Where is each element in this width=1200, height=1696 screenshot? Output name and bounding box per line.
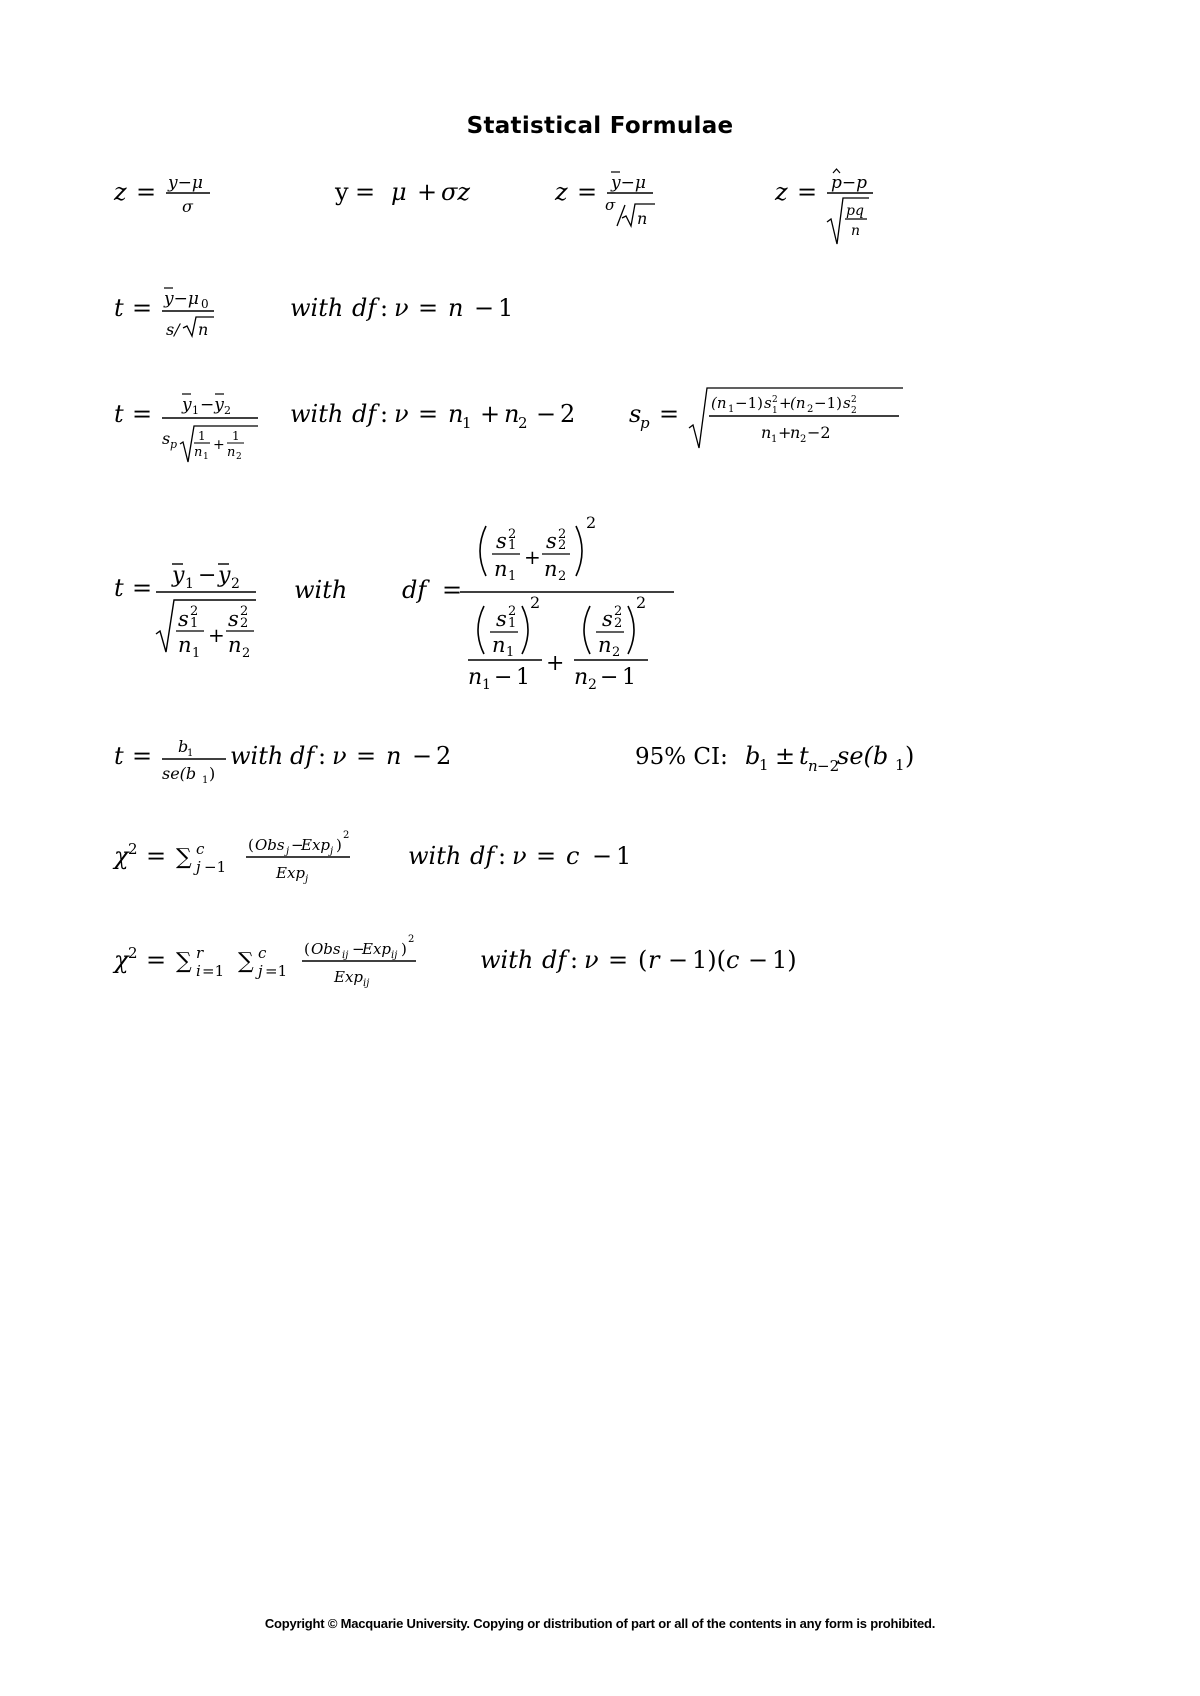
svg-text:2: 2 (851, 406, 857, 416)
svg-text:2: 2 (508, 527, 517, 542)
svg-text:n: n (448, 294, 464, 322)
svg-text:with: with (294, 576, 348, 604)
svg-text:−: − (748, 946, 769, 974)
svg-text:y−μ: y−μ (164, 289, 199, 309)
svg-text:z: z (555, 178, 568, 206)
svg-text:(: ( (304, 940, 310, 958)
svg-text:2: 2 (408, 934, 415, 945)
svg-text:2: 2 (240, 616, 249, 631)
svg-text:y: y (335, 178, 349, 206)
svg-text:2: 2 (242, 646, 251, 661)
svg-text:1: 1 (508, 569, 517, 584)
pooled-t-formula (112, 386, 612, 466)
svg-text:−: − (198, 563, 217, 588)
svg-text:1: 1 (498, 294, 514, 322)
svg-text:1: 1 (516, 665, 530, 690)
svg-text::: : (570, 946, 579, 974)
svg-text:se(b: se(b (837, 742, 889, 770)
svg-text:1: 1 (728, 404, 735, 415)
svg-text:−1): −1) (814, 394, 842, 412)
svg-text:s: s (629, 400, 642, 428)
svg-text:ν: ν (584, 946, 599, 974)
svg-text:−: − (668, 946, 689, 974)
svg-text:s: s (162, 429, 171, 448)
svg-text:σz: σz (441, 178, 471, 206)
svg-text:1: 1 (187, 748, 194, 759)
svg-text:n: n (544, 557, 558, 581)
svg-text:=: = (132, 400, 153, 428)
svg-text:−y: −y (200, 395, 224, 415)
y-from-z-formula (333, 160, 493, 220)
svg-text:n: n (228, 633, 242, 657)
svg-text:n: n (504, 400, 520, 428)
svg-text:2: 2 (636, 593, 647, 612)
svg-text:Exp: Exp (362, 940, 392, 958)
svg-text:1: 1 (482, 677, 491, 693)
chi-square-goodness-of-fit-formula (112, 824, 672, 894)
svg-text:b: b (178, 737, 189, 756)
svg-text:1: 1 (202, 775, 209, 786)
svg-text:2: 2 (224, 404, 231, 417)
svg-text:): ) (336, 836, 342, 854)
svg-text:+: + (524, 545, 541, 569)
svg-text:χ: χ (114, 946, 129, 974)
svg-text:df: df (352, 294, 377, 322)
svg-text:1: 1 (508, 616, 517, 631)
regression-slope-t-formula (112, 732, 472, 792)
svg-text:95% CI:: 95% CI: (635, 744, 728, 770)
svg-text:ij: ij (391, 950, 398, 961)
svg-text:2: 2 (231, 576, 240, 592)
svg-text:=: = (132, 294, 153, 322)
svg-text:2: 2 (772, 395, 778, 405)
svg-text:2: 2 (851, 395, 857, 405)
svg-text:s: s (764, 394, 772, 412)
svg-text:2: 2 (612, 645, 621, 660)
svg-text:σ: σ (605, 196, 616, 214)
svg-text::: : (380, 294, 389, 322)
svg-text:ν: ν (332, 742, 347, 770)
svg-text:j: j (286, 846, 290, 857)
svg-text:y−μ: y−μ (611, 173, 646, 193)
svg-text:with: with (480, 946, 534, 974)
svg-text:+: + (779, 394, 792, 412)
svg-text:(: ( (638, 946, 648, 974)
svg-text:ν: ν (512, 842, 527, 870)
svg-text:2: 2 (128, 840, 138, 858)
copyright-notice: Copyright © Macquarie University. Copying or distribution of part or all of the contents in any form is prohibited. (264, 1616, 936, 1631)
svg-text:2: 2 (508, 604, 517, 619)
svg-text:Exp: Exp (276, 864, 306, 882)
svg-text:=: = (608, 946, 629, 974)
svg-text:n: n (468, 665, 483, 690)
svg-text:2: 2 (800, 434, 807, 445)
svg-text:+: + (546, 651, 565, 676)
svg-text:r: r (196, 944, 204, 962)
svg-text:(n: (n (711, 394, 727, 412)
svg-text:1: 1 (185, 576, 194, 592)
svg-text:z: z (775, 178, 788, 206)
svg-text:pq: pq (846, 203, 864, 219)
svg-text:s: s (843, 394, 851, 412)
svg-text:Exp: Exp (334, 968, 364, 986)
svg-text:z: z (114, 178, 127, 206)
svg-text:): ) (905, 742, 915, 770)
svg-text:=: = (136, 178, 157, 206)
svg-text:): ) (401, 940, 407, 958)
svg-text:+: + (778, 423, 792, 442)
svg-text:−: − (291, 836, 304, 854)
svg-text:n: n (851, 223, 861, 239)
svg-text:+: + (480, 400, 501, 428)
svg-text:n: n (448, 400, 464, 428)
welch-t-formula (112, 514, 692, 704)
svg-text:1: 1 (462, 414, 472, 432)
svg-text:with: with (230, 742, 284, 770)
svg-text:−2: −2 (807, 423, 831, 442)
svg-text:n: n (574, 665, 589, 690)
svg-text:=: = (146, 946, 167, 974)
svg-text:n: n (790, 423, 801, 442)
one-sample-t-formula (112, 280, 532, 350)
page-title: Statistical Formulae (466, 113, 734, 139)
svg-text:y: y (182, 395, 192, 415)
svg-text:y: y (218, 563, 231, 588)
svg-text:2: 2 (518, 414, 528, 432)
svg-text:s: s (496, 607, 507, 631)
svg-text:n: n (194, 445, 203, 460)
svg-text:2: 2 (128, 944, 138, 962)
svg-text:j: j (305, 874, 309, 885)
svg-text:n: n (492, 633, 506, 657)
svg-text:1)(: 1)( (692, 946, 726, 974)
svg-text:1: 1 (198, 429, 206, 443)
svg-text:μ: μ (391, 178, 407, 206)
svg-text:2: 2 (436, 742, 452, 770)
svg-text:−2: −2 (817, 757, 840, 775)
svg-text:2: 2 (530, 593, 541, 612)
svg-text:∑: ∑ (176, 845, 192, 870)
svg-text:1: 1 (616, 842, 632, 870)
svg-text:=: = (577, 178, 598, 206)
svg-text:−: − (352, 940, 365, 958)
svg-text:−: − (412, 742, 433, 770)
svg-text:=: = (536, 842, 557, 870)
svg-text:ij: ij (342, 950, 349, 961)
svg-text:): ) (209, 764, 216, 783)
svg-text:s: s (496, 529, 507, 553)
svg-text:2: 2 (558, 569, 567, 584)
svg-text:2: 2 (558, 527, 567, 542)
svg-text:y: y (172, 563, 185, 588)
svg-text:df: df (352, 400, 377, 428)
svg-text:1): 1) (772, 946, 797, 974)
svg-text:with: with (290, 400, 344, 428)
pooled-sd-formula (627, 382, 927, 452)
svg-text:t: t (114, 574, 124, 602)
svg-text:j: j (258, 962, 263, 980)
svg-text:2: 2 (190, 604, 199, 619)
svg-text:1: 1 (508, 538, 517, 553)
svg-text:=: = (442, 576, 463, 604)
svg-text:y−μ: y−μ (168, 173, 203, 193)
svg-text:−: − (494, 665, 513, 690)
chi-square-contingency-formula (112, 924, 832, 1000)
svg-text:s: s (546, 529, 557, 553)
svg-text:(n: (n (790, 394, 806, 412)
svg-text:−1: −1 (204, 858, 227, 876)
svg-text:p: p (170, 438, 178, 451)
svg-text:=: = (132, 574, 153, 602)
svg-text:df: df (470, 842, 495, 870)
svg-text:b: b (745, 742, 761, 770)
svg-text:1: 1 (232, 429, 240, 443)
svg-text:c: c (726, 946, 740, 974)
svg-text:−: − (592, 842, 613, 870)
svg-text:±: ± (775, 742, 796, 770)
svg-text:=: = (132, 742, 153, 770)
svg-text:−: − (600, 665, 619, 690)
svg-text:χ: χ (114, 842, 129, 870)
svg-text:t: t (114, 742, 124, 770)
svg-text:ν: ν (394, 294, 409, 322)
svg-text:+: + (417, 178, 438, 206)
svg-text:0: 0 (201, 297, 209, 311)
svg-text:2: 2 (560, 400, 576, 428)
svg-text:Obs: Obs (255, 836, 285, 854)
svg-text:2: 2 (558, 538, 567, 553)
svg-text:with: with (408, 842, 462, 870)
svg-text::: : (498, 842, 507, 870)
svg-text:1: 1 (192, 646, 201, 661)
svg-text:s: s (228, 607, 239, 631)
svg-text::: : (318, 742, 327, 770)
svg-text:p−p: p−p (831, 173, 868, 193)
svg-text:c: c (258, 944, 267, 962)
svg-text:2: 2 (614, 616, 623, 631)
svg-text:=: = (659, 400, 680, 428)
svg-text:n: n (178, 633, 192, 657)
svg-text:i: i (196, 962, 201, 980)
svg-text:n: n (227, 445, 236, 460)
svg-text:1: 1 (771, 434, 778, 445)
svg-text:p: p (640, 414, 650, 432)
svg-text:s: s (178, 607, 189, 631)
svg-text:with: with (290, 294, 344, 322)
svg-text:σ: σ (182, 197, 193, 216)
svg-text:∑: ∑ (176, 949, 192, 974)
svg-text:j: j (330, 846, 334, 857)
svg-text:+: + (213, 437, 225, 453)
svg-text:j: j (196, 858, 201, 876)
svg-text:1: 1 (192, 404, 199, 417)
z-score-formula (112, 160, 222, 220)
svg-text:t: t (799, 742, 809, 770)
svg-text:1: 1 (772, 406, 778, 416)
svg-text:2: 2 (614, 604, 623, 619)
svg-text:Obs: Obs (311, 940, 341, 958)
svg-text:(: ( (248, 836, 254, 854)
svg-text:s: s (602, 607, 613, 631)
svg-text:−: − (474, 294, 495, 322)
svg-text:se(b: se(b (162, 764, 197, 783)
svg-text:t: t (114, 294, 124, 322)
svg-text:ij: ij (363, 978, 370, 989)
svg-text:1: 1 (895, 756, 905, 774)
svg-text:−: − (536, 400, 557, 428)
svg-text:n: n (761, 423, 772, 442)
confidence-interval-formula (633, 732, 953, 792)
svg-text:2: 2 (240, 604, 249, 619)
svg-text:c: c (196, 840, 205, 858)
svg-text:c: c (566, 842, 580, 870)
svg-text:2: 2 (586, 513, 597, 532)
z-mean-formula (553, 160, 673, 236)
svg-text:=: = (418, 294, 439, 322)
svg-text:df: df (402, 576, 427, 604)
svg-text:t: t (114, 400, 124, 428)
svg-text:−1): −1) (735, 394, 763, 412)
svg-text:+: + (208, 623, 225, 647)
svg-text:2: 2 (343, 830, 350, 841)
svg-text:2: 2 (588, 677, 597, 693)
svg-text:Exp: Exp (301, 836, 331, 854)
svg-text::: : (380, 400, 389, 428)
svg-text:1: 1 (622, 665, 636, 690)
svg-text:n: n (494, 557, 508, 581)
svg-text:=: = (146, 842, 167, 870)
z-proportion-formula (773, 160, 893, 248)
svg-text:s/: s/ (166, 320, 180, 339)
svg-text:n: n (808, 757, 818, 775)
svg-text:n: n (598, 633, 612, 657)
svg-text:1: 1 (190, 616, 199, 631)
svg-text:2: 2 (807, 404, 814, 415)
svg-text:=: = (418, 400, 439, 428)
svg-text:r: r (648, 946, 660, 974)
svg-text:df: df (290, 742, 315, 770)
svg-text:2: 2 (236, 452, 242, 462)
svg-text:=: = (356, 742, 377, 770)
svg-text:ν: ν (394, 400, 409, 428)
svg-text:df: df (542, 946, 567, 974)
svg-text:=: = (797, 178, 818, 206)
svg-text:=: = (355, 178, 376, 206)
svg-text:n: n (386, 742, 402, 770)
svg-text:n: n (637, 209, 648, 228)
svg-text:∑: ∑ (238, 949, 254, 974)
svg-text:=1: =1 (265, 962, 288, 980)
svg-text:1: 1 (203, 452, 209, 462)
svg-text:n: n (198, 320, 209, 339)
svg-text:1: 1 (506, 645, 515, 660)
svg-text:1: 1 (759, 756, 769, 774)
svg-text:=1: =1 (202, 962, 225, 980)
